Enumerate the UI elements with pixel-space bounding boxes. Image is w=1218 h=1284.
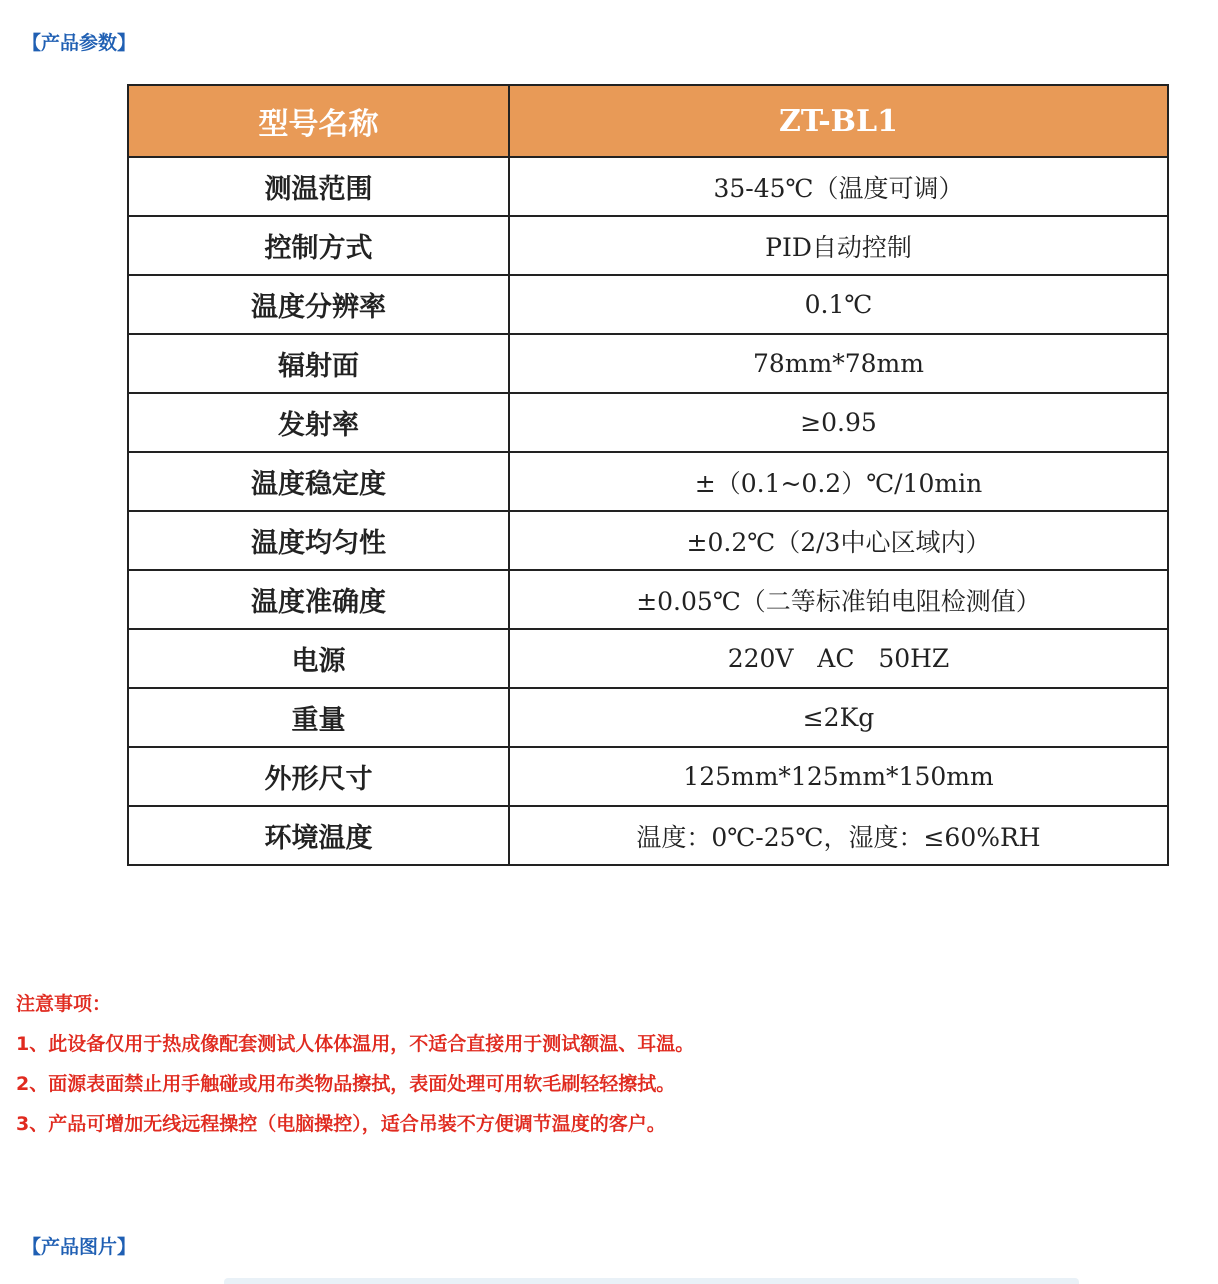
row-value: PID自动控制 — [509, 216, 1168, 275]
section-title-product-params: 【产品参数】 — [22, 32, 137, 54]
table-row — [128, 511, 1168, 570]
row-label: 重量 — [128, 688, 509, 747]
table-row — [128, 806, 1168, 865]
row-label: 环境温度 — [128, 806, 509, 865]
product-photo-top-edge — [224, 1278, 1079, 1284]
table-row — [128, 393, 1168, 452]
header-label-cell: 型号名称 — [128, 85, 509, 157]
table-row — [128, 334, 1168, 393]
row-value: ≥0.95 — [509, 393, 1168, 452]
row-value: ±0.2℃（2/3中心区域内） — [509, 511, 1168, 570]
table-row — [128, 275, 1168, 334]
note-item: 3、产品可增加无线远程操控（电脑操控），适合吊装不方便调节温度的客户。 — [16, 1113, 666, 1135]
row-label: 辐射面 — [128, 334, 509, 393]
table-row — [128, 570, 1168, 629]
row-value: ≤2Kg — [509, 688, 1168, 747]
row-value: ±（0.1~0.2）℃/10min — [509, 452, 1168, 511]
spec-table-header-row — [128, 85, 1168, 157]
row-label: 温度分辨率 — [128, 275, 509, 334]
table-row — [128, 216, 1168, 275]
row-value: 35-45℃（温度可调） — [509, 157, 1168, 216]
row-label: 外形尺寸 — [128, 747, 509, 806]
row-value: 温度：0℃-25℃，湿度：≤60%RH — [509, 806, 1168, 865]
row-label: 温度稳定度 — [128, 452, 509, 511]
row-value: 220V AC 50HZ — [509, 629, 1168, 688]
notes-section — [16, 990, 694, 1150]
row-label: 发射率 — [128, 393, 509, 452]
section-title-product-photos: 【产品图片】 — [22, 1236, 137, 1258]
row-value: 125mm*125mm*150mm — [509, 747, 1168, 806]
row-value: 78mm*78mm — [509, 334, 1168, 393]
header-value-cell: ZT-BL1 — [509, 85, 1168, 157]
notes-title: 注意事项： — [16, 993, 112, 1015]
row-label: 温度均匀性 — [128, 511, 509, 570]
spec-table — [127, 84, 1169, 866]
row-label: 测温范围 — [128, 157, 509, 216]
row-value: ±0.05℃（二等标准铂电阻检测值） — [509, 570, 1168, 629]
row-label: 温度准确度 — [128, 570, 509, 629]
note-item: 1、此设备仅用于热成像配套测试人体体温用，不适合直接用于测试额温、耳温。 — [16, 1033, 695, 1055]
table-row — [128, 157, 1168, 216]
table-row — [128, 629, 1168, 688]
table-row — [128, 747, 1168, 806]
row-value: 0.1℃ — [509, 275, 1168, 334]
note-item: 2、面源表面禁止用手触碰或用布类物品擦拭，表面处理可用软毛刷轻轻擦拭。 — [16, 1073, 676, 1095]
table-row — [128, 452, 1168, 511]
row-label: 控制方式 — [128, 216, 509, 275]
row-label: 电源 — [128, 629, 509, 688]
table-row — [128, 688, 1168, 747]
